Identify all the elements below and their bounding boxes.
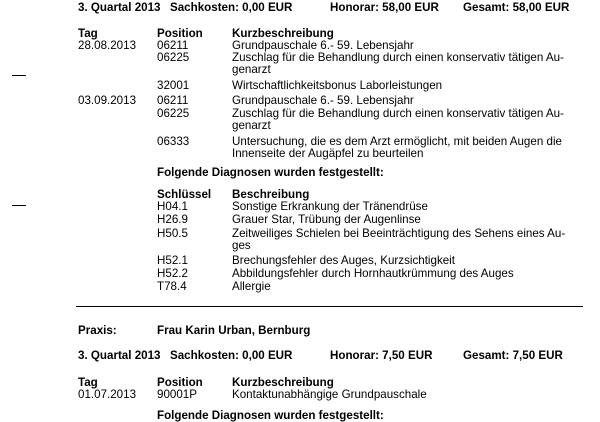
column-header-position: Position [157, 27, 203, 40]
diagnosis-description: Zeitweiliges Schielen bei Beeinträchtigung des Sehens eines Au- [232, 227, 566, 240]
diagnosis-description: Brechungsfehler des Auges, Kurzsichtigkeit [232, 254, 455, 267]
diagnosis-code: H50.5 [157, 227, 188, 240]
column-header-schluessel: Schlüssel [157, 188, 212, 201]
gesamt-amount: Gesamt: 58,00 EUR [463, 1, 570, 14]
diagnoses-title: Folgende Diagnosen wurden festgestellt: [157, 166, 384, 179]
sachkosten-amount: Sachkosten: 0,00 EUR [170, 349, 293, 362]
service-position: 32001 [157, 79, 190, 92]
column-header-tag: Tag [78, 27, 98, 40]
service-description: genarzt [232, 119, 271, 132]
column-header-kurzbeschreibung: Kurzbeschreibung [232, 376, 334, 389]
service-description: Innenseite der Augäpfel zu beurteilen [232, 147, 424, 160]
service-description: Wirtschaftlichkeitsbonus Laborleistungen [232, 79, 443, 92]
practice-name: Frau Karin Urban, Bernburg [157, 324, 311, 337]
section-divider [76, 306, 583, 307]
gesamt-amount: Gesamt: 7,50 EUR [463, 349, 563, 362]
column-header-position: Position [157, 376, 203, 389]
diagnosis-description: Allergie [232, 280, 271, 293]
service-description: Untersuchung, die es dem Arzt ermöglicht, mit beiden Augen die [232, 135, 562, 148]
sachkosten-amount: Sachkosten: 0,00 EUR [170, 1, 293, 14]
margin-mark [12, 75, 26, 76]
diagnoses-title: Folgende Diagnosen wurden festgestellt: [157, 409, 384, 422]
quarter-label: 3. Quartal 2013 [78, 349, 161, 362]
service-date: 03.09.2013 [78, 94, 137, 107]
diagnosis-description: Abbildungsfehler durch Hornhautkrümmung des Auges [232, 267, 514, 280]
honorar-amount: Honorar: 58,00 EUR [330, 1, 439, 14]
diagnosis-description: Sonstige Erkrankung der Tränendrüse [232, 200, 428, 213]
service-position: 06225 [157, 51, 190, 64]
column-header-kurzbeschreibung: Kurzbeschreibung [232, 27, 334, 40]
diagnosis-code: H52.1 [157, 254, 188, 267]
service-description: Grundpauschale 6.- 59. Lebensjahr [232, 94, 414, 107]
service-description: Kontaktunabhängige Grundpauschale [232, 388, 427, 401]
diagnosis-description: ges [232, 239, 251, 252]
diagnosis-code: H52.2 [157, 267, 188, 280]
column-header-tag: Tag [78, 376, 98, 389]
diagnosis-description: Grauer Star, Trübung der Augenlinse [232, 213, 421, 226]
honorar-amount: Honorar: 7,50 EUR [330, 349, 433, 362]
service-description: Zuschlag für die Behandlung durch einen konservativ tätigen Au- [232, 51, 564, 64]
service-description: Zuschlag für die Behandlung durch einen konservativ tätigen Au- [232, 107, 564, 120]
column-header-beschreibung: Beschreibung [232, 188, 310, 201]
service-description: genarzt [232, 63, 271, 76]
service-date: 28.08.2013 [78, 39, 137, 52]
service-position: 90001P [157, 388, 197, 401]
diagnosis-code: H04.1 [157, 200, 188, 213]
service-position: 06333 [157, 135, 190, 148]
diagnosis-code: H26.9 [157, 213, 188, 226]
practice-label: Praxis: [78, 324, 117, 337]
margin-mark [12, 205, 26, 206]
service-position: 06211 [157, 94, 189, 107]
service-position: 06211 [157, 39, 189, 52]
service-description: Grundpauschale 6.- 59. Lebensjahr [232, 39, 414, 52]
service-date: 01.07.2013 [78, 388, 137, 401]
diagnosis-code: T78.4 [157, 280, 187, 293]
quarter-label: 3. Quartal 2013 [78, 1, 161, 14]
service-position: 06225 [157, 107, 190, 120]
